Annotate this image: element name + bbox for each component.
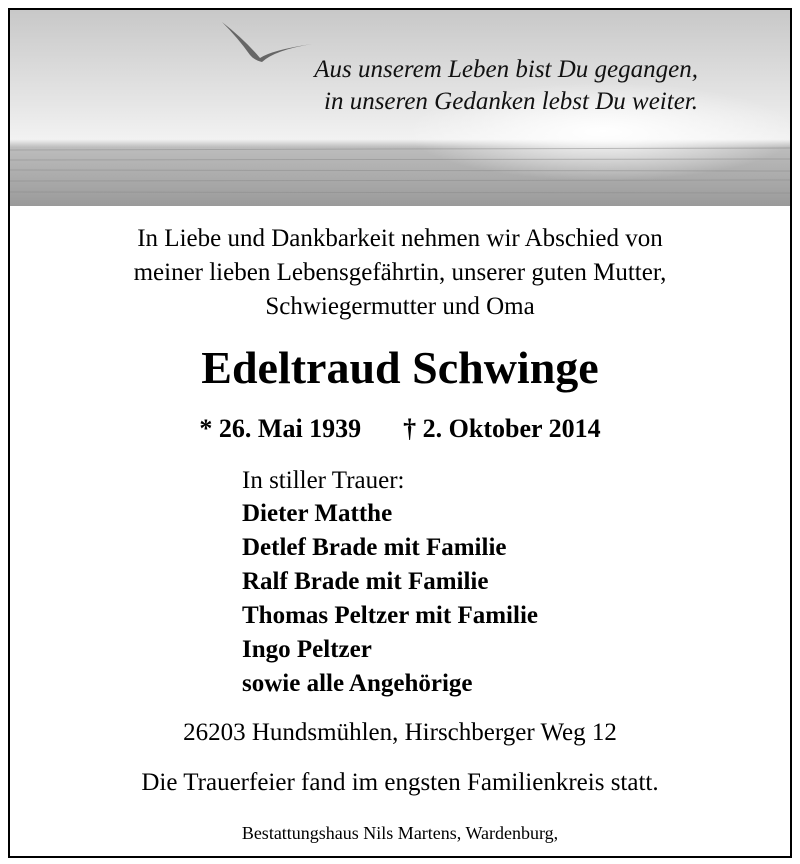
address: 26203 Hundsmühlen, Hirschberger Weg 12 (183, 719, 617, 746)
mourner-name: sowie alle Angehörige (242, 670, 473, 697)
obituary-frame (8, 8, 792, 858)
mourner-name: Thomas Peltzer mit Familie (242, 602, 538, 629)
mourner-name: Ralf Brade mit Familie (242, 568, 489, 595)
mourner-name: Dieter Matthe (242, 500, 393, 527)
ceremony-note: Die Trauerfeier fand im engsten Familienkreis statt. (141, 769, 659, 796)
deceased-name: Edeltraud Schwinge (201, 342, 599, 393)
life-dates (10, 412, 790, 446)
quote-line-1: Aus unserem Leben bist Du gegangen, (314, 56, 698, 83)
funeral-home: Bestattungshaus Nils Martens, Wardenburg, (241, 823, 559, 843)
memorial-quote (314, 54, 698, 118)
intro-line-3: Schwiegermutter und Oma (265, 293, 535, 320)
quote-line-2: in unseren Gedanken lebst Du weiter. (324, 88, 698, 115)
death-date: † 2. Oktober 2014 (403, 414, 601, 443)
birth-date: * 26. Mai 1939 (199, 414, 362, 443)
mourner-name: Detlef Brade mit Familie (242, 534, 507, 561)
mourner-name: Ingo Peltzer (242, 636, 372, 663)
intro-text (10, 222, 790, 324)
intro-line-2: meiner lieben Lebensgefährtin, unserer guten Mutter, (133, 259, 667, 286)
header-image (10, 10, 790, 206)
mourners-label: In stiller Trauer: (242, 467, 405, 494)
mourners-list (242, 464, 538, 701)
intro-line-1: In Liebe und Dankbarkeit nehmen wir Abschied von (137, 225, 663, 252)
